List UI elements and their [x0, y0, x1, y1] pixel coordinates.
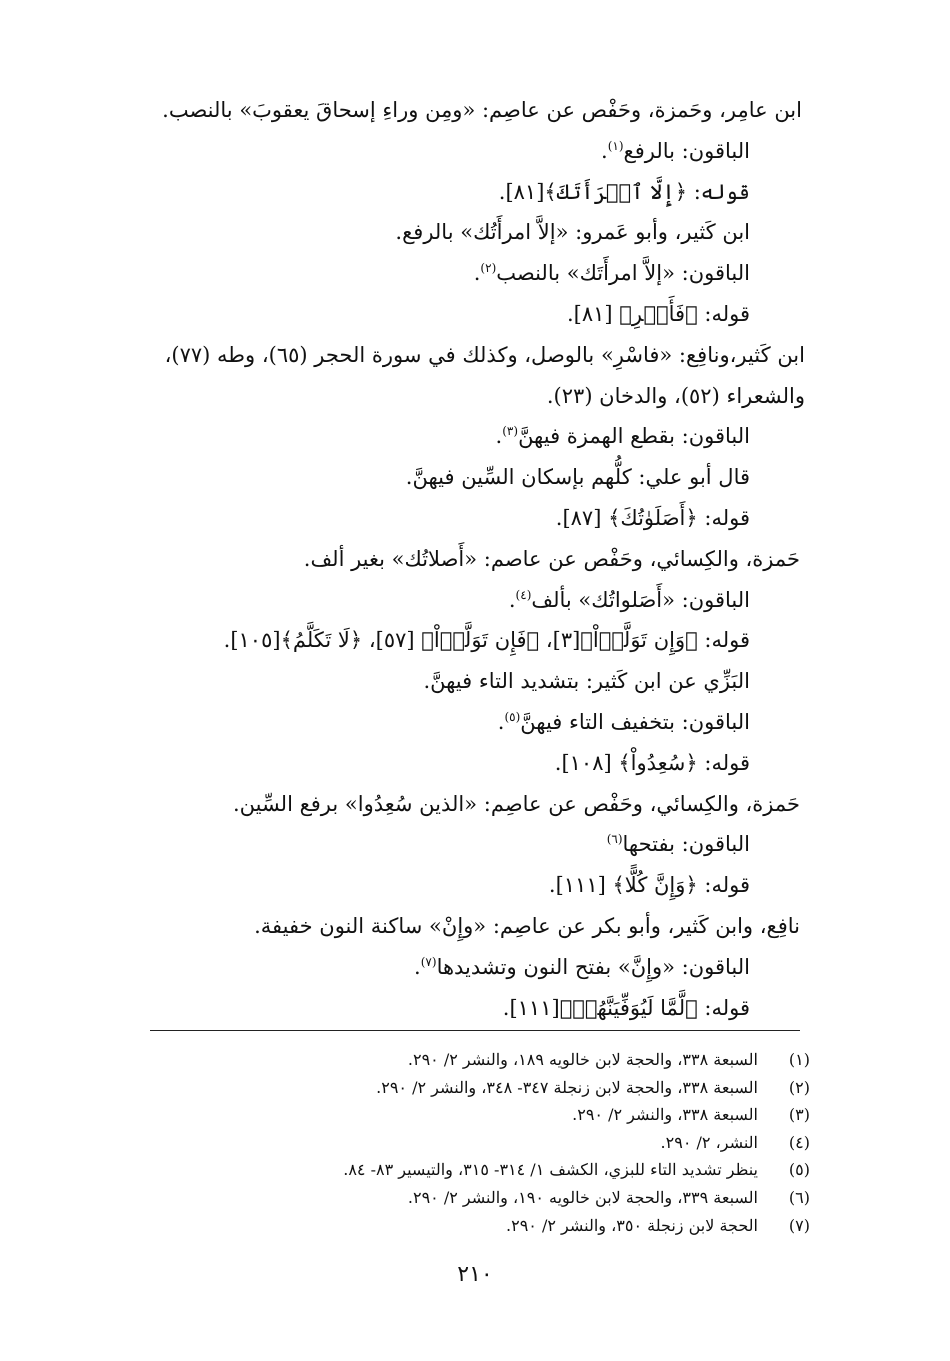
footnote	[60, 1101, 810, 1129]
footnote-number: (١)	[788, 1050, 810, 1069]
text-line: الباقون: بفتحها$^{(٦)}$	[606, 832, 750, 857]
footnote-text: ينظر تشديد التاء للبزي، الكشف ١/ ٣١٤- ٣١٥، والتيسير ٨٣- ٨٤.	[343, 1160, 758, 1180]
footnote	[60, 1156, 810, 1184]
footnote-ref[interactable]: (٥)	[504, 709, 521, 724]
text-line: حَمزة، والكِسائي، وحَفْص عن عاصم: «أَصلاتُك» بغير ألف.	[303, 546, 800, 571]
footnote-ref[interactable]: (٤)	[515, 587, 532, 602]
footnote-number: (٥)	[788, 1160, 810, 1180]
text-line: البَزِّي عن ابن كَثير: بتشديد التاء فيهنَّ.	[423, 669, 750, 694]
footnote-ref[interactable]: (٧)	[420, 954, 437, 969]
footnote-text: السبعة ٣٣٨، والحجة لابن زنجلة ٣٤٧- ٣٤٨، والنشر ٢/ ٢٩٠.	[376, 1077, 758, 1097]
text-line: قوله: ﴿لَّمَّا لَيُوَفِّيَنَّهُمۡ﴾[١١١].	[502, 995, 750, 1020]
footnote-number: (٢)	[788, 1077, 810, 1097]
footnote-number: (٣)	[788, 1105, 810, 1125]
text-line: قوله: ﴿وَإِن تَوَلَّوۡاْ﴾[٣]، ﴿فَإِن تَوَلَّوۡاْ﴾ [٥٧]، ﴿لَا تَكَلَّمُ﴾[١٠٥].	[223, 628, 750, 653]
text-line: نافِع، وابن كَثير، وأبو بكر عن عاصِم: «وإِنْ» ساكنة النون خفيفة.	[254, 913, 800, 938]
text-line: ابن كَثير، وأبو عَمرو: «إلاَّ امرأَتُك» بالرفع.	[395, 220, 750, 245]
footnote	[60, 1074, 810, 1102]
text-line: والشعراء (٥٢)، والدخان (٢٣).	[546, 383, 805, 408]
footnote-text: السبعة ٣٣٨، والحجة لابن خالويه ١٨٩، والنشر ٢/ ٢٩٠.	[407, 1050, 758, 1069]
footnote-number: (٤)	[788, 1132, 810, 1152]
text-line: حَمزة، والكِسائي، وحَفْص عن عاصِم: «الذين سُعِدُوا» برفع السِّين.	[232, 791, 800, 816]
footnote	[60, 1046, 810, 1074]
text-line: الباقون: بتخفيف التاء فيهنَّ$^{(٥)}$.	[497, 709, 750, 734]
text-line: ابن عامِر، وحَمزة، وحَفْص عن عاصِم: «ومِن وراءِ إسحاقَ يعقوبَ» بالنصب.	[162, 98, 802, 122]
text-line: قوله: ﴿وَإِنَّ كُلًّا﴾ [١١١].	[548, 873, 750, 898]
footnote-text: الحجة لابن زنجلة ٣٥٠، والنشر ٢/ ٢٩٠.	[506, 1215, 758, 1235]
footnote-number: (٧)	[788, 1215, 810, 1235]
text-line: قوله: ﴿سُعِدُواْ﴾ [١٠٨].	[554, 750, 750, 775]
footnote-number: (٦)	[788, 1187, 810, 1207]
text-line: قوله: ﴿إِلَّا ٱمۡرَأَتَكَ﴾[٨١].	[498, 179, 750, 204]
footnote-text: النشر، ٢/ ٢٩٠.	[660, 1132, 758, 1152]
footnote-ref[interactable]: (١)	[607, 138, 624, 153]
text-line: الباقون: «وإِنَّ» بفتح النون وتشديدها$^{(٧)}$.	[414, 954, 750, 979]
text-line: ابن كَثير،ونافِع: «فاسْرِ» بالوصل، وكذلك في سورة الحجر (٦٥)، وطه (٧٧)،	[164, 342, 805, 367]
footnote	[60, 1212, 810, 1240]
text-line: الباقون: بقطع الهمزة فيهنَّ$^{(٣)}$.	[495, 424, 750, 449]
footnote-text: السبعة ٣٣٩، والحجة لابن خالويه ١٩٠، والنشر ٢/ ٢٩٠.	[407, 1187, 758, 1207]
footnote-text: السبعة ٣٣٨، والنشر ٢/ ٢٩٠.	[572, 1105, 758, 1125]
main-text	[70, 90, 805, 1028]
footnote-separator	[150, 1030, 800, 1031]
footnote-ref[interactable]: (٦)	[606, 832, 623, 847]
text-line: الباقون: بالرفع$^{(١)}$.	[601, 138, 750, 163]
text-line: قوله: ﴿فَأَسۡرِ﴾ [٨١].	[566, 301, 750, 326]
footnote-ref[interactable]: (٢)	[480, 261, 497, 276]
text-line: الباقون: «إلاَّ امرأَتَك» بالنصب$^{(٢)}$.	[473, 261, 750, 286]
footnote	[60, 1129, 810, 1157]
text-line: قوله: ﴿أَصَلَوٰتُكَ﴾ [٨٧].	[555, 505, 750, 530]
text-line: الباقون: «أَصَلواتُك» بألف$^{(٤)}$.	[508, 587, 750, 612]
footnotes	[60, 1046, 810, 1239]
footnote-ref[interactable]: (٣)	[502, 424, 519, 439]
page-number: ٢١٠	[457, 1262, 493, 1287]
text-line: قال أبو علي: كلُّهم بإسكان السِّين فيهنَّ.	[405, 465, 750, 490]
footnote	[60, 1184, 810, 1212]
